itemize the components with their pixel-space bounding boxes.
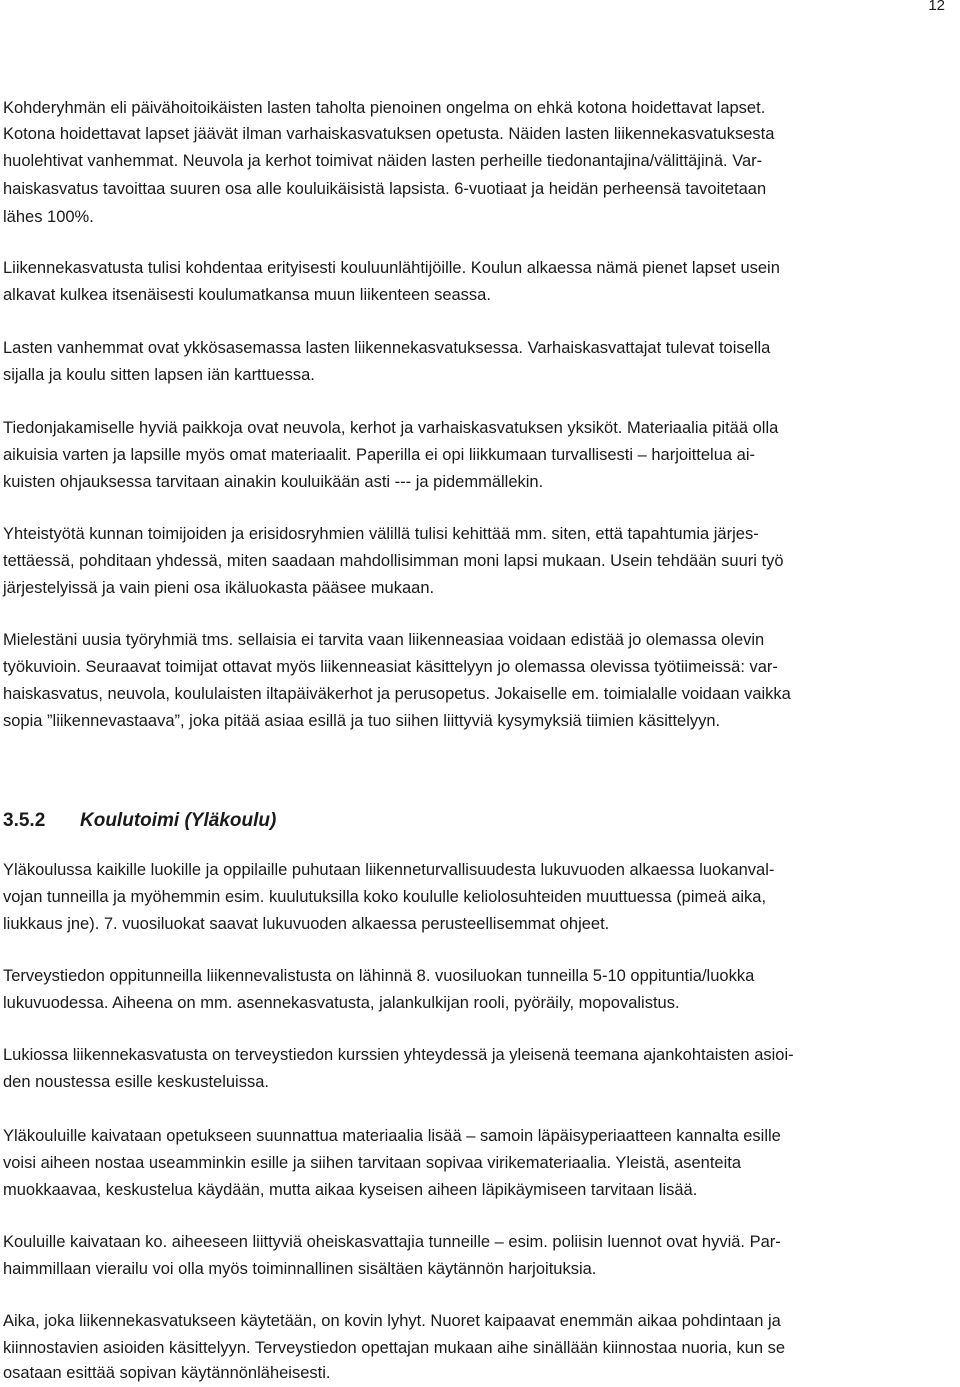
section-paragraph-3-line: den noustessa esille keskusteluissa. [3,1073,269,1091]
paragraph-3-line: sijalla ja koulu sitten lapsen iän karttuessa. [3,366,315,384]
paragraph-6-line: Mielestäni uusia työryhmiä tms. sellaisia ei tarvita vaan liikenneasiaa voidaan edistää jo olemassa olevin [3,631,765,649]
section-paragraph-6-line: kiinnostavien asioiden käsittelyyn. Terveystiedon opettajan mukaan aihe sinällään kiinnostaa nuoria, kun se [3,1339,786,1357]
paragraph-5-line: järjestelyissä ja vain pieni osa ikäluokasta pääsee mukaan. [3,579,435,597]
section-paragraph-6-line: osataan esittää sopivan käytännönläheisesti. [3,1364,331,1382]
section-title: Koulutoimi (Yläkoulu) [80,810,277,831]
section-paragraph-1-line: Yläkoulussa kaikille luokille ja oppilaille puhutaan liikenneturvallisuudesta lukuvuoden alkaessa luokanval- [3,861,775,879]
section-heading [3,808,276,834]
section-paragraph-5-line: Kouluille kaivataan ko. aiheeseen liittyviä oheiskasvattajia tunneille – esim. poliisin luennot ovat hyviä. Par- [3,1233,781,1251]
paragraph-5-line: Yhteistyötä kunnan toimijoiden ja erisidosryhmien välillä tulisi kehittää mm. siten, että tapahtumia järjes- [3,525,759,543]
section-paragraph-2-line: lukuvuodessa. Aiheena on mm. asennekasvatusta, jalankulkijan rooli, pyöräily, mopovalistus. [3,994,680,1012]
paragraph-2-line: alkavat kulkea itsenäisesti koulumatkansa muun liikenteen seassa. [3,286,491,304]
paragraph-4-line: aikuisia varten ja lapsille myös omat materiaalit. Paperilla ei opi liikkumaan turvallisesti – harjoittelua ai- [3,446,755,464]
paragraph-6-line: työkuvioin. Seuraavat toimijat ottavat myös liikenneasiat käsittelyyn jo olemassa olevissa työtiimeissä: var- [3,658,778,676]
paragraph-2-line: Liikennekasvatusta tulisi kohdentaa erityisesti kouluunlähtijöille. Koulun alkaessa nämä pienet lapset usein [3,259,780,277]
paragraph-1-line: lähes 100%. [3,208,94,226]
section-number: 3.5.2 [3,810,46,831]
paragraph-4-line: Tiedonjakamiselle hyviä paikkoja ovat neuvola, kerhot ja varhaiskasvatuksen yksiköt. Materiaalia pitää olla [3,419,779,437]
paragraph-6-line: sopia ”liikennevastaava”, joka pitää asiaa esillä ja tuo siihen liittyviä kysymyksiä tiimien käsittelyyn. [3,712,721,730]
paragraph-3-line: Lasten vanhemmat ovat ykkösasemassa lasten liikennekasvatuksessa. Varhaiskasvattajat tulevat toisella [3,339,771,357]
section-paragraph-6-line: Aika, joka liikennekasvatukseen käytetään, on kovin lyhyt. Nuoret kaipaavat enemmän aikaa pohdintaan ja [3,1312,781,1330]
section-paragraph-2-line: Terveystiedon oppitunneilla liikennevalistusta on lähinnä 8. vuosiluokan tunneilla 5-10 oppituntia/luokka [3,967,755,985]
paragraph-1-line: Kotona hoidettavat lapset jäävät ilman varhaiskasvatuksen opetusta. Näiden lasten liikennekasvatuksesta [3,125,775,143]
paragraph-6-line: haiskasvatus, neuvola, koululaisten iltapäiväkerhot ja perusopetus. Jokaiselle em. toimialalle voidaan vaikka [3,685,791,703]
section-paragraph-4-line: voisi aiheen nostaa useamminkin esille ja siihen tarvitaan sopivaa virikemateriaalia. Yleistä, asenteita [3,1154,742,1172]
section-paragraph-4-line: Yläkouluille kaivataan opetukseen suunnattua materiaalia lisää – samoin läpäisyperiaatteen kannalta esille [3,1127,781,1145]
paragraph-5-line: tettäessä, pohditaan yhdessä, miten saadaan mahdollisimman moni lapsi mukaan. Usein tehdään suuri työ [3,552,784,570]
page-number: 12 [928,0,945,14]
section-paragraph-4-line: muokkaavaa, keskustelua käydään, mutta aikaa kyseisen aiheen läpikäymiseen tarvitaan lisää. [3,1181,698,1199]
paragraph-1-line: Kohderyhmän eli päivähoitoikäisten lasten taholta pienoinen ongelma on ehkä kotona hoidettavat lapset. [3,99,766,117]
paragraph-1-line: haiskasvatus tavoittaa suuren osa alle kouluikäisistä lapsista. 6-vuotiaat ja heidän perheensä tavoitetaan [3,180,767,198]
section-paragraph-3-line: Lukiossa liikennekasvatusta on terveystiedon kurssien yhteydessä ja yleisenä teemana ajankohtaisten asioi- [3,1046,794,1064]
section-paragraph-1-line: vojan tunneilla ja myöhemmin esim. kuulutuksilla koko koululle keliolosuhteiden muuttuessa (pimeä aika, [3,888,767,906]
paragraph-4-line: kuisten ohjauksessa tarvitaan ainakin kouluikään asti --- ja pidemmällekin. [3,473,544,491]
paragraph-1-line: huolehtivat vanhemmat. Neuvola ja kerhot toimivat näiden lasten perheille tiedonantajina/välittäjinä. Var- [3,152,763,170]
section-paragraph-1-line: liukkaus jne). 7. vuosiluokat saavat lukuvuoden alkaessa perusteellisemmat ohjeet. [3,915,610,933]
section-paragraph-5-line: haimmillaan vierailu voi olla myös toiminnallinen sisältäen käytännön harjoituksia. [3,1260,597,1278]
